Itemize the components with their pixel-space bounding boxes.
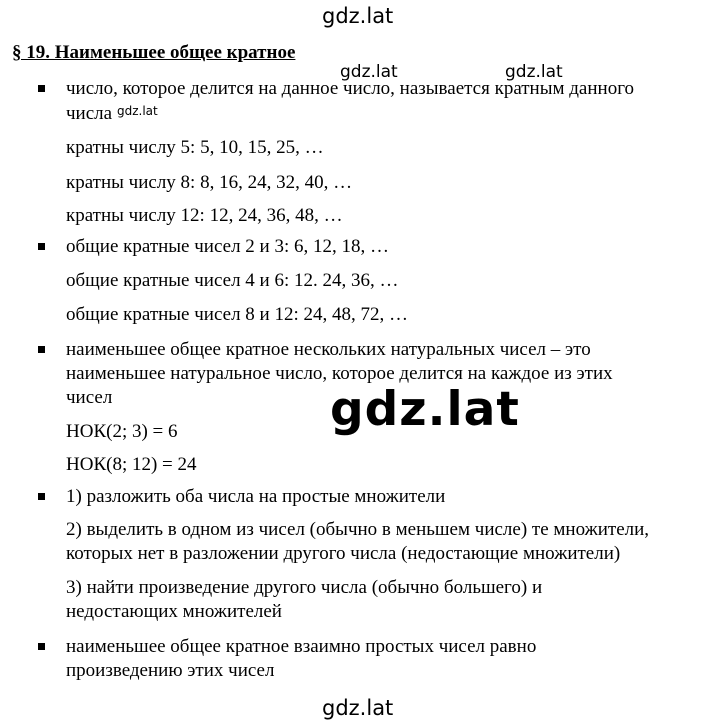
definition-multiple-line2: числа <box>66 103 113 124</box>
algorithm-step-3-line2: недостающих множителей <box>66 601 282 622</box>
common-multiples-line1: общие кратные чисел 2 и 3: 6, 12, 18, … <box>66 236 389 257</box>
definition-multiple-line1: число, которое делится на данное число, называется кратным данного <box>66 78 635 99</box>
bullet-marker <box>38 85 45 92</box>
lcm-example-2: НОК(8; 12) = 24 <box>66 454 197 475</box>
lcm-definition-line3: чисел <box>66 387 113 408</box>
watermark-upper-right: gdz.lat <box>505 62 563 82</box>
watermark-bottom: gdz.lat <box>322 696 394 720</box>
coprime-rule-line1: наименьшее общее кратное взаимно простых чисел равно <box>66 636 537 657</box>
example-line: кратны числу 5: 5, 10, 15, 25, … <box>66 137 324 158</box>
common-multiples-line3: общие кратные чисел 8 и 12: 24, 48, 72, … <box>66 304 408 325</box>
coprime-rule-line2: произведению этих чисел <box>66 660 275 681</box>
algorithm-step-3-line1: 3) найти произведение другого числа (обычно большего) и <box>66 577 543 598</box>
algorithm-step-1: 1) разложить оба числа на простые множители <box>66 486 446 507</box>
lcm-definition-line2: наименьшее натуральное число, которое делится на каждое из этих <box>66 363 613 384</box>
bullet-marker <box>38 346 45 353</box>
algorithm-step-2-line2: которых нет в разложении другого числа (недостающие множители) <box>66 543 621 564</box>
section-title: § 19. Наименьшее общее кратное <box>12 42 296 63</box>
watermark-top: gdz.lat <box>322 4 394 28</box>
common-multiples-line2: общие кратные чисел 4 и 6: 12. 24, 36, … <box>66 270 399 291</box>
lcm-definition-line1: наименьшее общее кратное нескольких натуральных чисел – это <box>66 339 591 360</box>
lcm-example-1: НОК(2; 3) = 6 <box>66 421 178 442</box>
bullet-marker <box>38 643 45 650</box>
bullet-marker <box>38 493 45 500</box>
watermark-center: gdz.lat <box>330 382 520 437</box>
example-line: кратны числу 8: 8, 16, 24, 32, 40, … <box>66 172 353 193</box>
bullet-marker <box>38 243 45 250</box>
algorithm-step-2-line1: 2) выделить в одном из чисел (обычно в меньшем числе) те множители, <box>66 519 650 540</box>
watermark-small: gdz.lat <box>117 104 158 118</box>
example-line: кратны числу 12: 12, 24, 36, 48, … <box>66 205 343 226</box>
watermark-upper-mid: gdz.lat <box>340 62 398 82</box>
